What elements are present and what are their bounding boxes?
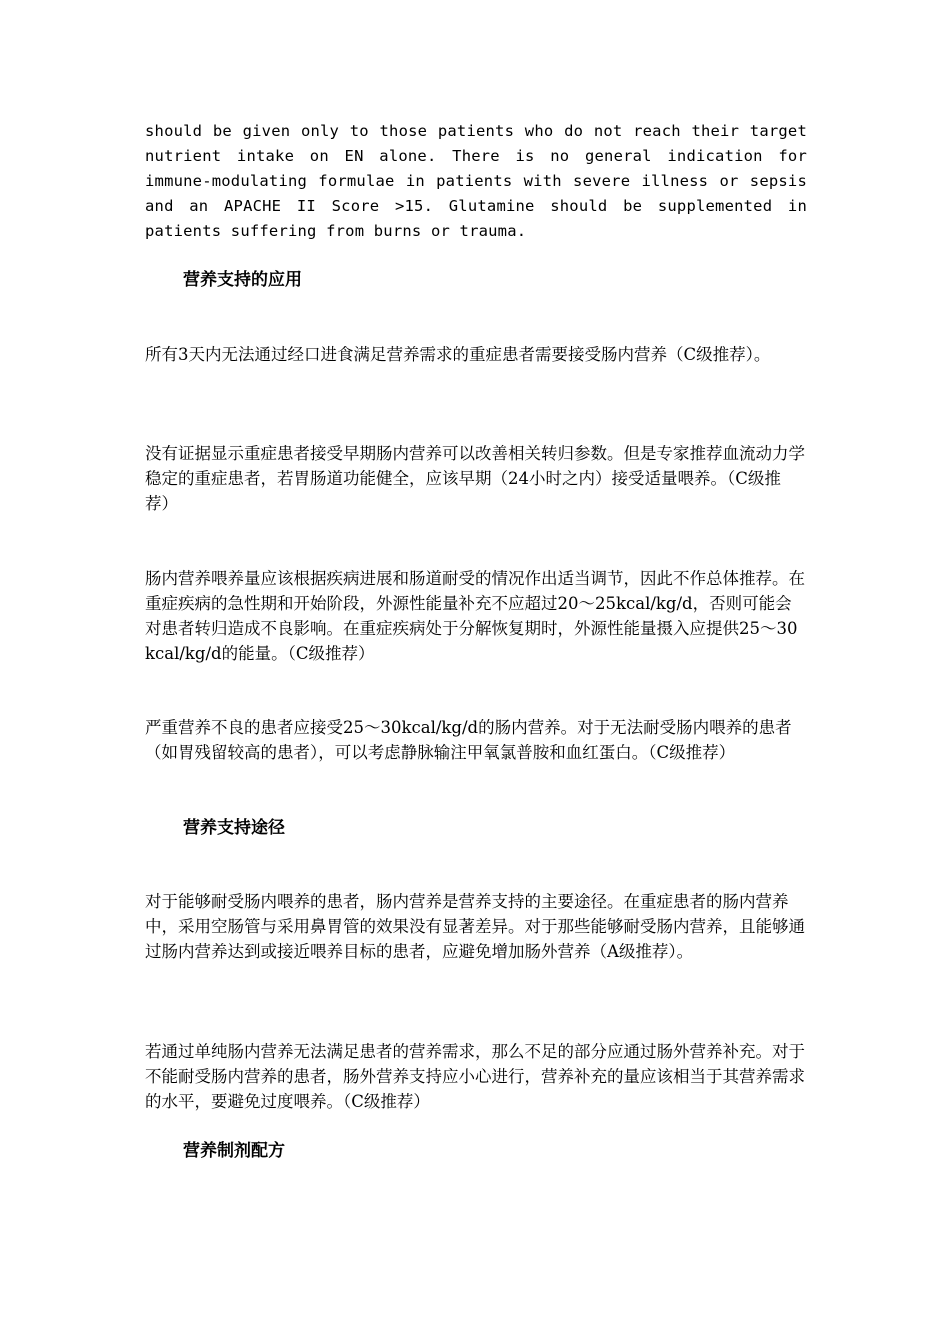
paragraph-enteral-within-3-days: 所有3天内无法通过经口进食满足营养需求的重症患者需要接受肠内营养（C级推荐）。 xyxy=(145,345,771,364)
english-paragraph: should be given only to those patients who do not reach their target nutrient intake on EN alone. There is no general indication for immune-modulating formulae in patients with severe illness or sepsis and an APACHE II Score >15. Glutamine should be supplemented in patients suffering from burns or trauma. xyxy=(145,122,807,240)
heading-nutrition-formula: 营养制剂配方 xyxy=(183,1141,285,1161)
heading-nutrition-support-route: 营养支持途径 xyxy=(183,818,285,838)
paragraph-early-enteral-feeding: 没有证据显示重症患者接受早期肠内营养可以改善相关转归参数。但是专家推荐血流动力学稳定的重症患者，若胃肠道功能健全，应该早期（24小时之内）接受适量喂养。（C级推荐） xyxy=(145,444,805,513)
paragraph-feeding-amount: 肠内营养喂养量应该根据疾病进展和肠道耐受的情况作出适当调节，因此不作总体推荐。在重症疾病的急性期和开始阶段，外源性能量补充不应超过20～25kcal/kg/d，否则可能会对患者转归造成不良影响。在重症疾病处于分解恢复期时，外源性能量摄入应提供25～30kcal/kg/d的能量。（C级推荐） xyxy=(145,569,805,663)
paragraph-parenteral-supplement: 若通过单纯肠内营养无法满足患者的营养需求，那么不足的部分应通过肠外营养补充。对于不能耐受肠内营养的患者，肠外营养支持应小心进行，营养补充的量应该相当于其营养需求的水平，要避免过度喂养。（C级推荐） xyxy=(145,1042,805,1111)
paragraph-severe-malnutrition: 严重营养不良的患者应接受25～30kcal/kg/d的肠内营养。对于无法耐受肠内喂养的患者（如胃残留较高的患者），可以考虑静脉输注甲氧氯普胺和血红蛋白。（C级推荐） xyxy=(145,718,792,762)
paragraph-enteral-main-route: 对于能够耐受肠内喂养的患者，肠内营养是营养支持的主要途径。在重症患者的肠内营养中，采用空肠管与采用鼻胃管的效果没有显著差异。对于那些能够耐受肠内营养，且能够通过肠内营养达到或接近喂养目标的患者，应避免增加肠外营养（A级推荐）。 xyxy=(145,892,805,961)
heading-nutrition-support-application: 营养支持的应用 xyxy=(183,270,302,290)
